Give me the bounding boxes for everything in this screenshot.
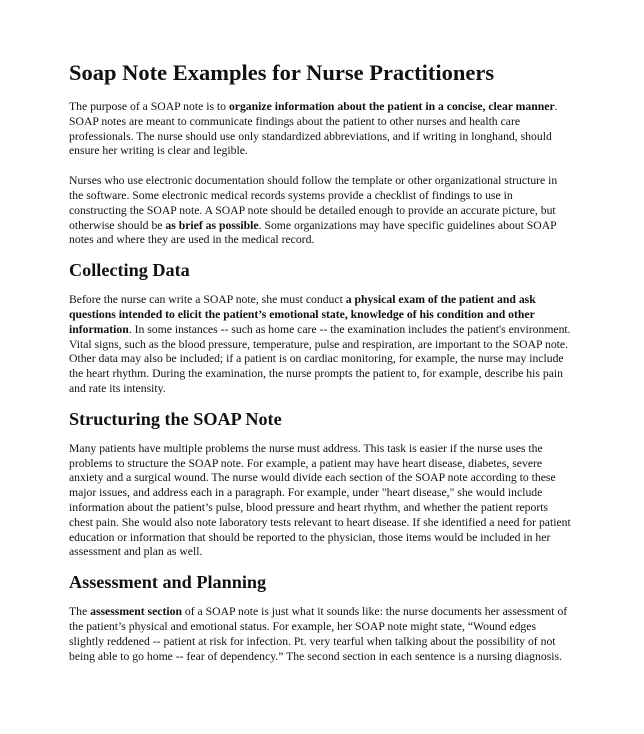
- bold-text: as brief as possible: [165, 218, 259, 232]
- text-run: The purpose of a SOAP note is to: [69, 100, 229, 113]
- structuring-paragraph: Many patients have multiple problems the nurse must address. This task is easier if the nurse uses the problems to structure the SOAP note. For example, a patient may have heart disease, diabetes, severe anxiety and a surgical wound. The nurse would divide each section of the SOAP note according to these major issues, and address each in a paragraph. For example, under "heart disease," she would include information about the patient’s pulse, blood pressure and heart rhythm, and whether the patient reports chest pain. She would also note laboratory tests relevant to heart disease. If she identified a need for patient education or information that should be reported to the physician, those items would be included in her assessment and plan as well.: [69, 441, 571, 559]
- text-run: The: [69, 605, 91, 619]
- intro-paragraph-2: [69, 174, 572, 248]
- intro-paragraph-1: [69, 100, 572, 159]
- page-title: Soap Note Examples for Nurse Practitioners: [69, 60, 495, 85]
- bold-text: a physical exam of the patient and ask questions intended to elicit the patient’s emotional state, knowledge of his condition and other information: [69, 293, 536, 336]
- document-page: [69, 58, 572, 679]
- bold-text: assessment section: [90, 605, 182, 619]
- section-heading-structuring: Structuring the SOAP Note: [69, 408, 282, 429]
- bold-text: organize information about the patient in a concise, clear manner: [228, 100, 555, 113]
- collecting-data-paragraph: [69, 293, 572, 397]
- text-run: . SOAP notes are meant to communicate findings about the patient to other nurses and health care professionals. The nurse should use only standardized abbreviations, and if writing in longhand, should ensure her writing is clear and legible.: [69, 100, 558, 158]
- text-run: . Some organizations may have specific guidelines about SOAP notes and where they are used in the medical record.: [69, 218, 557, 247]
- text-run: Before the nurse can write a SOAP note, she must conduct: [69, 293, 346, 307]
- section-heading-collecting-data: Collecting Data: [69, 260, 190, 281]
- section-heading-assessment: Assessment and Planning: [69, 572, 267, 593]
- text-run: Nurses who use electronic documentation should follow the template or other organizational structure in the software. Some electronic medical records systems provide a checklist of findings to use in constructing the SOAP note. A SOAP note should be detailed enough to provide an accurate picture, but otherwise should be: [69, 174, 558, 232]
- assessment-paragraph: [69, 605, 572, 664]
- text-run: of a SOAP note is just what it sounds like: the nurse documents her assessment of the patient’s physical and emotional status. For example, her SOAP note might state, “Wound edges slightly reddened -- patient at risk for infection. Pt. very tearful when talking about the possibility of not being able to go home -- fear of dependency.” The second section in each sentence is a nursing diagnosis.: [69, 605, 568, 663]
- text-run: . In some instances -- such as home care -- the examination includes the patient's environment. Vital signs, such as the blood pressure, temperature, pulse and respiration, are important to the SOAP note. Other data may also be included; if a patient is on cardiac monitoring, for example, the nurse may include the heart rhythm. During the examination, the nurse prompts the patient to, for example, describe his pain and rate its intensity.: [69, 322, 571, 395]
